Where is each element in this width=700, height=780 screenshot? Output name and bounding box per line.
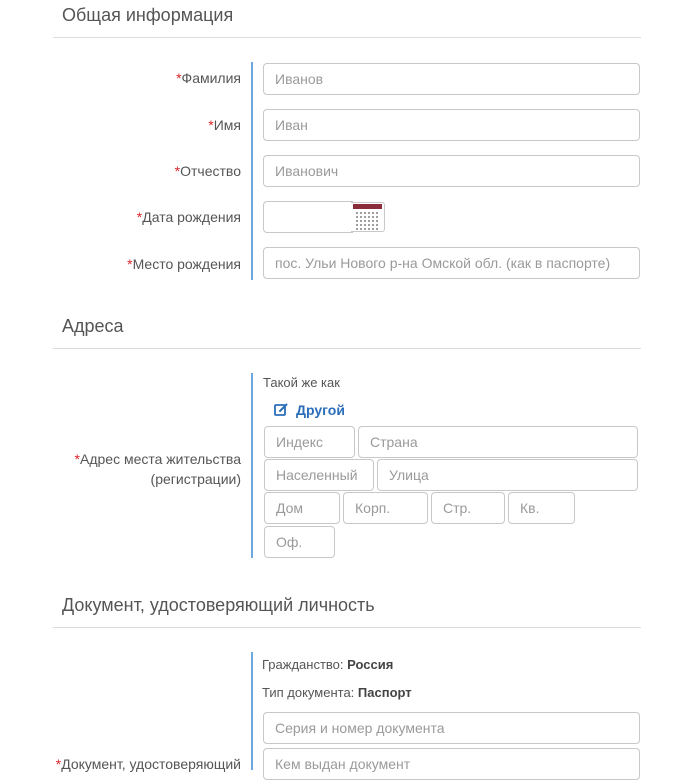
house-input[interactable] [264,492,340,524]
birth-date-input[interactable] [263,201,353,233]
same-as-text: Такой же как [263,375,340,390]
apartment-input[interactable] [508,492,575,524]
document-type-text: Тип документа: Паспорт [262,685,412,700]
document-section-divider [53,627,641,628]
first-name-input[interactable] [263,109,640,141]
general-section-divider [53,37,641,38]
first-name-label: *Имя [208,117,241,133]
required-mark: * [55,756,62,772]
birth-place-input[interactable] [263,247,640,279]
required-mark: * [136,209,143,225]
patronymic-label: *Отчество [174,163,241,179]
structure-input[interactable] [431,492,505,524]
last-name-input[interactable] [263,63,640,95]
general-section-title: Общая информация [62,5,234,25]
country-input[interactable] [358,426,638,458]
street-input[interactable] [377,459,638,491]
address-fields-divider [251,373,253,558]
document-type-value: Паспорт [357,685,412,700]
required-mark: * [127,256,133,272]
other-address-link[interactable] [274,402,345,418]
required-mark: * [74,451,80,467]
residence-address-label: *Адрес места жительства (регистрации) [74,451,241,487]
locality-input[interactable] [264,459,374,491]
document-series-input[interactable] [263,712,640,744]
document-section-title: Документ, удостоверяющий личность [62,595,375,615]
document-fields-divider [251,652,253,770]
edit-icon [274,403,288,417]
document-issued-by-input[interactable] [263,748,640,780]
other-link-label: Другой [296,402,345,418]
identity-document-label: *Документ, удостоверяющий [55,756,241,772]
address-section-divider [53,348,641,349]
required-mark: * [208,117,214,133]
general-fields-divider [251,62,253,280]
required-mark: * [176,70,182,86]
birth-date-label: *Дата рождения [136,209,241,225]
citizenship-value: Россия [347,657,394,672]
index-input[interactable] [264,426,355,458]
required-mark: * [174,163,181,179]
address-section-title: Адреса [62,316,124,336]
last-name-label: *Фамилия [176,70,241,86]
office-input[interactable] [264,526,335,558]
citizenship-text: Гражданство: Россия [262,657,394,672]
patronymic-input[interactable] [263,155,640,187]
calendar-icon[interactable] [351,202,385,232]
building-input[interactable] [343,492,428,524]
birth-place-label: *Место рождения [127,256,241,272]
